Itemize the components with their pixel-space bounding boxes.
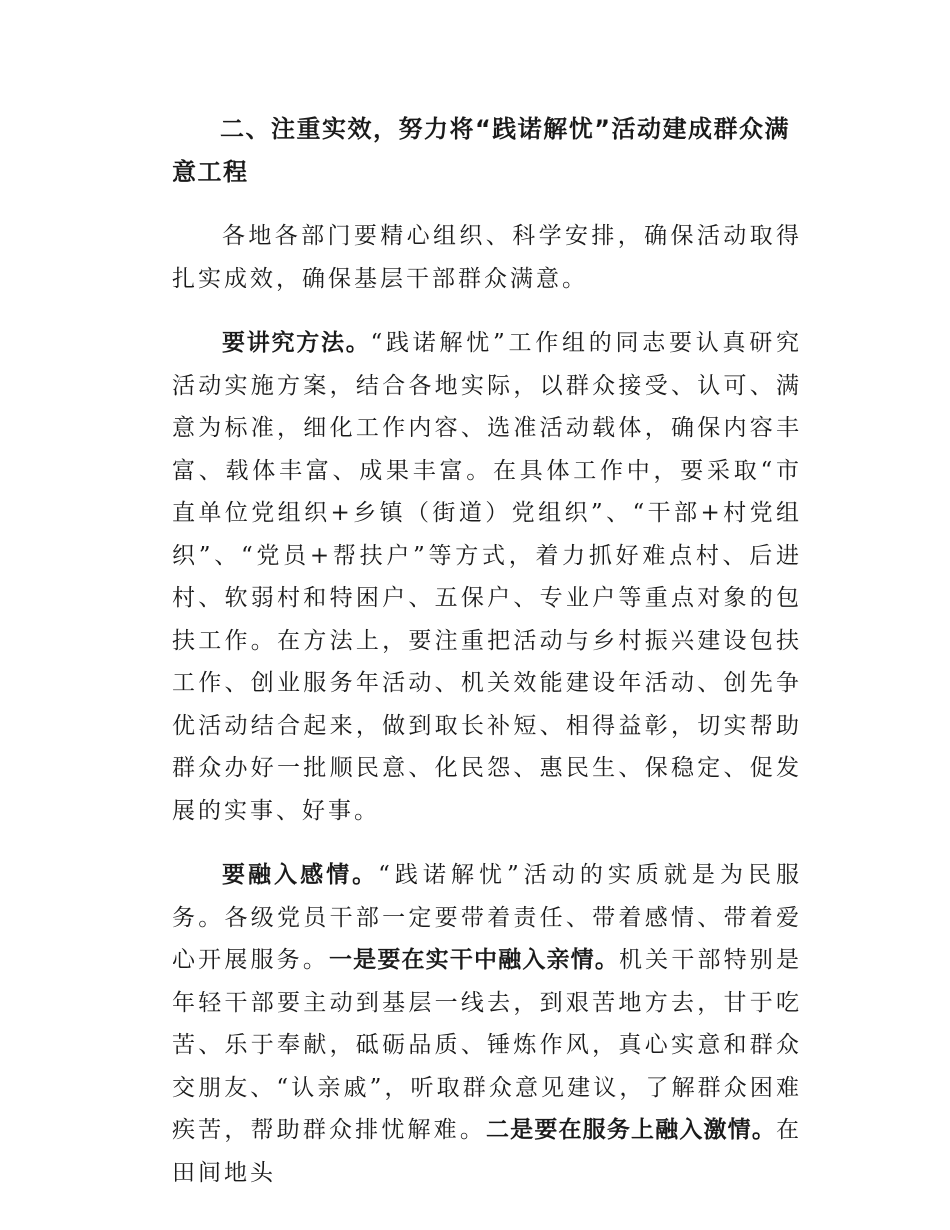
- emotion-paragraph: [172, 854, 802, 1194]
- section-heading: 二、注重实效，努力将“践诺解忧”活动建成群众满意工程: [172, 115, 791, 186]
- method-lead: 要讲究方法。: [222, 330, 371, 356]
- point2-body: 在田间地头: [172, 1117, 803, 1186]
- emotion-lead: 要融入感情。: [222, 862, 379, 888]
- intro-paragraph: 各地各部门要精心组织、科学安排，确保活动取得扎实成效，确保基层干部群众满意。: [172, 223, 802, 292]
- emotion-body: “践诺解忧”活动的实质就是为民服务。各级党员干部一定要带着责任、带着感情、带着爱心开展服务。: [172, 862, 802, 973]
- method-body: “践诺解忧”工作组的同志要认真研究活动实施方案，结合各地实际，以群众接受、认可、满意为标准，细化工作内容、选准活动载体，确保内容丰富、载体丰富、成果丰富。在具体工作中，要采取“市直单位党组织+乡镇（街道）党组织”、“干部+村党组织”、“党员+帮扶户”等方式，着力抓好难点村、后进村、软弱村和特困户、五保户、专业户等重点对象的包扶工作。在方法上，要注重把活动与乡村振兴建设包扶工作、创业服务年活动、机关效能建设年活动、创先争优活动结合起来，做到取长补短、相得益彰，切实帮助群众办好一批顺民意、化民怨、惠民生、保稳定、促发展的实事、好事。: [172, 330, 802, 824]
- point1-body: 机关干部特别是年轻干部要主动到基层一线去，到艰苦地方去，甘于吃苦、乐于奉献，砥砺品质、锤炼作风，真心实意和群众交朋友、“认亲戚”，听取群众意见建议，了解群众困难疾苦，帮助群众排忧解难。: [172, 947, 803, 1143]
- document-page: [172, 108, 802, 1216]
- point2-lead: 二是要在服务上融入激情。: [486, 1117, 777, 1143]
- point1-lead: 一是要在实干中融入亲情。: [329, 947, 619, 973]
- method-paragraph: [172, 322, 802, 832]
